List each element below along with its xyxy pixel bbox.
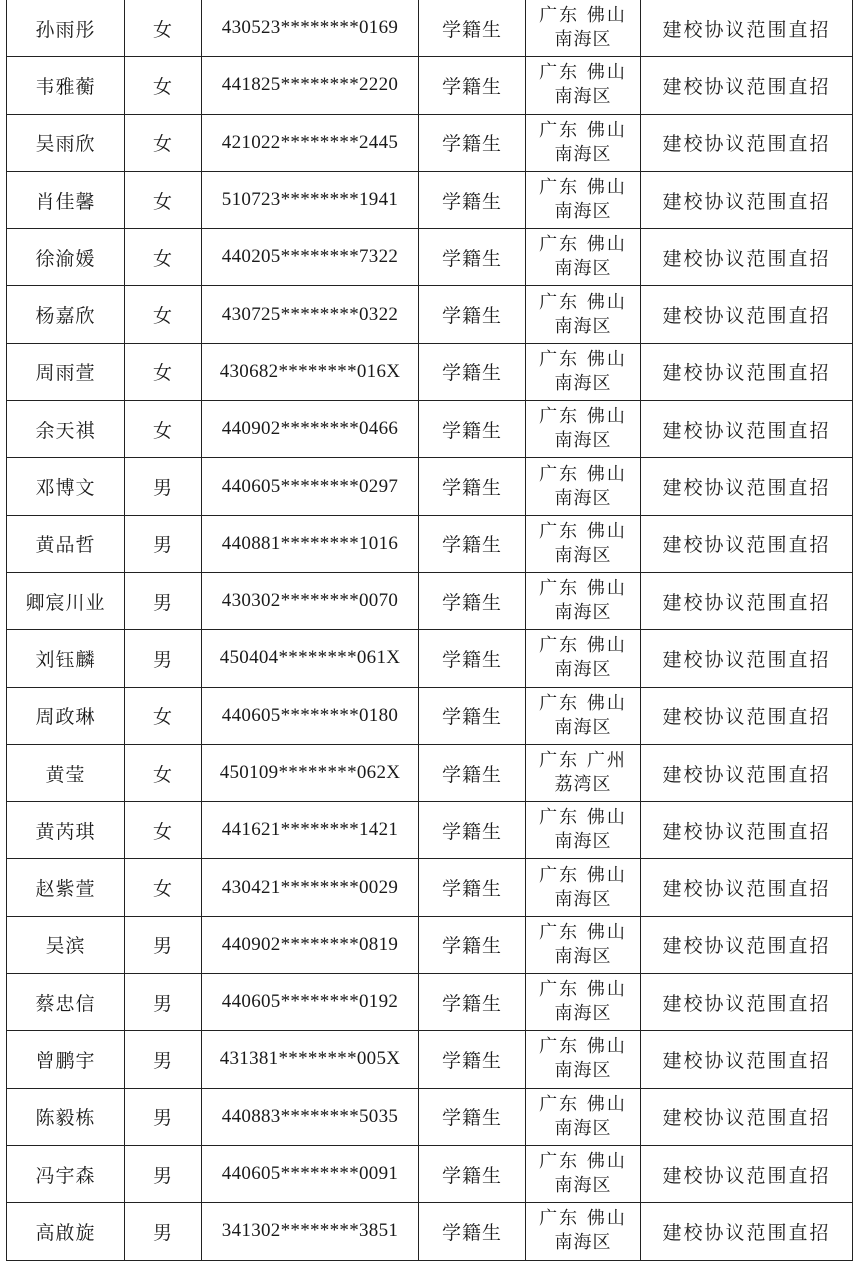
id-number-cell: 450109********062X <box>202 744 419 801</box>
region-district: 南海区 <box>554 1232 612 1254</box>
table-row <box>7 171 853 228</box>
enrollment-status-cell: 学籍生 <box>419 286 526 343</box>
enrollment-status-cell: 学籍生 <box>419 171 526 228</box>
id-number-cell: 450404********061X <box>202 630 419 687</box>
gender-cell: 男 <box>125 515 202 572</box>
region-district: 南海区 <box>554 201 612 223</box>
region-cell <box>526 286 641 343</box>
region-district: 南海区 <box>554 1003 612 1025</box>
admission-method-cell: 建校协议范围直招 <box>641 401 853 458</box>
region-province-city: 广东 佛山 <box>539 119 627 141</box>
student-name-cell: 黄莹 <box>7 744 125 801</box>
table-row <box>7 401 853 458</box>
gender-cell: 女 <box>125 0 202 57</box>
gender-cell: 女 <box>125 687 202 744</box>
enrollment-status-cell: 学籍生 <box>419 1145 526 1202</box>
table-row <box>7 974 853 1031</box>
region-province-city: 广东 佛山 <box>539 1093 627 1115</box>
table-row <box>7 1203 853 1260</box>
region-province-city: 广东 佛山 <box>539 692 627 714</box>
gender-cell: 女 <box>125 286 202 343</box>
id-number-cell: 440902********0819 <box>202 916 419 973</box>
table-row <box>7 802 853 859</box>
student-roster-table <box>6 0 853 1261</box>
student-name-cell: 蔡忠信 <box>7 974 125 1031</box>
region-province-city: 广东 佛山 <box>539 291 627 313</box>
table-row <box>7 1145 853 1202</box>
region-province-city: 广东 佛山 <box>539 578 627 600</box>
admission-method-cell: 建校协议范围直招 <box>641 515 853 572</box>
admission-method-cell: 建校协议范围直招 <box>641 1031 853 1088</box>
table-row <box>7 57 853 114</box>
id-number-cell: 510723********1941 <box>202 171 419 228</box>
admission-method-cell: 建校协议范围直招 <box>641 1203 853 1260</box>
student-name-cell: 曾鹏宇 <box>7 1031 125 1088</box>
enrollment-status-cell: 学籍生 <box>419 572 526 629</box>
region-district: 南海区 <box>554 602 612 624</box>
table-row <box>7 114 853 171</box>
table-row <box>7 687 853 744</box>
region-province-city: 广东 佛山 <box>539 921 627 943</box>
region-district: 南海区 <box>554 29 612 51</box>
gender-cell: 女 <box>125 744 202 801</box>
id-number-cell: 440605********0192 <box>202 974 419 1031</box>
admission-method-cell: 建校协议范围直招 <box>641 630 853 687</box>
region-district: 南海区 <box>554 1060 612 1082</box>
region-district: 南海区 <box>554 1175 612 1197</box>
region-cell <box>526 0 641 57</box>
region-district: 南海区 <box>554 487 612 509</box>
gender-cell: 女 <box>125 114 202 171</box>
region-province-city: 广东 佛山 <box>539 1208 627 1230</box>
student-name-cell: 徐渝媛 <box>7 229 125 286</box>
region-district: 荔湾区 <box>554 774 612 795</box>
region-province-city: 广东 佛山 <box>539 520 627 542</box>
admission-method-cell: 建校协议范围直招 <box>641 458 853 515</box>
gender-cell: 女 <box>125 401 202 458</box>
gender-cell: 男 <box>125 974 202 1031</box>
student-name-cell: 吴雨欣 <box>7 114 125 171</box>
enrollment-status-cell: 学籍生 <box>419 515 526 572</box>
enrollment-status-cell: 学籍生 <box>419 1088 526 1145</box>
admission-method-cell: 建校协议范围直招 <box>641 286 853 343</box>
student-name-cell: 周政琳 <box>7 687 125 744</box>
admission-method-cell: 建校协议范围直招 <box>641 1145 853 1202</box>
id-number-cell: 430725********0322 <box>202 286 419 343</box>
region-cell <box>526 401 641 458</box>
student-name-cell: 高啟旋 <box>7 1203 125 1260</box>
gender-cell: 女 <box>125 343 202 400</box>
student-name-cell: 孙雨彤 <box>7 0 125 57</box>
student-name-cell: 余天祺 <box>7 401 125 458</box>
student-name-cell: 周雨萱 <box>7 343 125 400</box>
student-name-cell: 赵紫萱 <box>7 859 125 916</box>
student-name-cell: 黄芮琪 <box>7 802 125 859</box>
table-row <box>7 1031 853 1088</box>
enrollment-status-cell: 学籍生 <box>419 458 526 515</box>
region-province-city: 广东 佛山 <box>539 1151 627 1173</box>
region-district: 南海区 <box>554 659 612 681</box>
gender-cell: 女 <box>125 859 202 916</box>
region-cell <box>526 802 641 859</box>
table-row <box>7 572 853 629</box>
gender-cell: 男 <box>125 458 202 515</box>
region-cell <box>526 458 641 515</box>
id-number-cell: 440881********1016 <box>202 515 419 572</box>
admission-method-cell: 建校协议范围直招 <box>641 859 853 916</box>
gender-cell: 男 <box>125 1088 202 1145</box>
region-district: 南海区 <box>554 430 612 452</box>
student-name-cell: 冯宇森 <box>7 1145 125 1202</box>
admission-method-cell: 建校协议范围直招 <box>641 974 853 1031</box>
region-cell <box>526 974 641 1031</box>
region-cell <box>526 630 641 687</box>
table-row <box>7 916 853 973</box>
admission-method-cell: 建校协议范围直招 <box>641 114 853 171</box>
student-name-cell: 邓博文 <box>7 458 125 515</box>
gender-cell: 女 <box>125 802 202 859</box>
student-name-cell: 肖佳馨 <box>7 171 125 228</box>
table-row <box>7 286 853 343</box>
enrollment-status-cell: 学籍生 <box>419 687 526 744</box>
enrollment-status-cell: 学籍生 <box>419 0 526 57</box>
gender-cell: 男 <box>125 572 202 629</box>
id-number-cell: 441621********1421 <box>202 802 419 859</box>
admission-method-cell: 建校协议范围直招 <box>641 57 853 114</box>
table-row <box>7 859 853 916</box>
enrollment-status-cell: 学籍生 <box>419 916 526 973</box>
region-district: 南海区 <box>554 888 612 910</box>
region-district: 南海区 <box>554 143 612 165</box>
region-province-city: 广东 广州 <box>539 750 627 771</box>
id-number-cell: 441825********2220 <box>202 57 419 114</box>
student-name-cell: 卿宸川业 <box>7 572 125 629</box>
region-province-city: 广东 佛山 <box>539 177 627 199</box>
table-row <box>7 343 853 400</box>
region-province-city: 广东 佛山 <box>539 1036 627 1058</box>
table-row <box>7 630 853 687</box>
region-cell <box>526 859 641 916</box>
student-name-cell: 刘钰麟 <box>7 630 125 687</box>
table-row <box>7 744 853 801</box>
table-row <box>7 1088 853 1145</box>
region-district: 南海区 <box>554 258 612 280</box>
id-number-cell: 440605********0180 <box>202 687 419 744</box>
roster-body <box>7 0 853 1260</box>
region-cell <box>526 229 641 286</box>
region-cell <box>526 171 641 228</box>
gender-cell: 男 <box>125 1031 202 1088</box>
enrollment-status-cell: 学籍生 <box>419 859 526 916</box>
id-number-cell: 440205********7322 <box>202 229 419 286</box>
enrollment-status-cell: 学籍生 <box>419 114 526 171</box>
enrollment-status-cell: 学籍生 <box>419 802 526 859</box>
admission-method-cell: 建校协议范围直招 <box>641 229 853 286</box>
table-row <box>7 515 853 572</box>
admission-method-cell: 建校协议范围直招 <box>641 687 853 744</box>
region-district: 南海区 <box>554 86 612 108</box>
id-number-cell: 421022********2445 <box>202 114 419 171</box>
table-row <box>7 229 853 286</box>
enrollment-status-cell: 学籍生 <box>419 343 526 400</box>
enrollment-status-cell: 学籍生 <box>419 57 526 114</box>
region-cell <box>526 1031 641 1088</box>
admission-method-cell: 建校协议范围直招 <box>641 572 853 629</box>
gender-cell: 男 <box>125 1145 202 1202</box>
gender-cell: 女 <box>125 229 202 286</box>
region-cell <box>526 1203 641 1260</box>
table-row <box>7 458 853 515</box>
region-cell <box>526 916 641 973</box>
region-cell <box>526 744 641 801</box>
enrollment-status-cell: 学籍生 <box>419 974 526 1031</box>
student-name-cell: 吴滨 <box>7 916 125 973</box>
region-cell <box>526 114 641 171</box>
enrollment-status-cell: 学籍生 <box>419 229 526 286</box>
admission-method-cell: 建校协议范围直招 <box>641 1088 853 1145</box>
gender-cell: 女 <box>125 171 202 228</box>
id-number-cell: 440883********5035 <box>202 1088 419 1145</box>
id-number-cell: 440605********0091 <box>202 1145 419 1202</box>
region-district: 南海区 <box>554 372 612 394</box>
region-province-city: 广东 佛山 <box>539 807 627 829</box>
region-province-city: 广东 佛山 <box>539 348 627 370</box>
region-province-city: 广东 佛山 <box>539 234 627 256</box>
gender-cell: 男 <box>125 630 202 687</box>
region-cell <box>526 572 641 629</box>
table-row <box>7 0 853 57</box>
id-number-cell: 440902********0466 <box>202 401 419 458</box>
enrollment-status-cell: 学籍生 <box>419 401 526 458</box>
region-district: 南海区 <box>554 544 612 566</box>
region-province-city: 广东 佛山 <box>539 463 627 485</box>
region-cell <box>526 343 641 400</box>
region-district: 南海区 <box>554 945 612 967</box>
region-province-city: 广东 佛山 <box>539 864 627 886</box>
enrollment-status-cell: 学籍生 <box>419 744 526 801</box>
region-cell <box>526 1145 641 1202</box>
region-cell <box>526 1088 641 1145</box>
gender-cell: 女 <box>125 57 202 114</box>
id-number-cell: 430682********016X <box>202 343 419 400</box>
student-name-cell: 陈毅栋 <box>7 1088 125 1145</box>
region-province-city: 广东 佛山 <box>539 979 627 1001</box>
student-name-cell: 杨嘉欣 <box>7 286 125 343</box>
region-province-city: 广东 佛山 <box>539 62 627 84</box>
region-cell <box>526 687 641 744</box>
id-number-cell: 430421********0029 <box>202 859 419 916</box>
admission-method-cell: 建校协议范围直招 <box>641 802 853 859</box>
enrollment-status-cell: 学籍生 <box>419 1031 526 1088</box>
region-cell <box>526 515 641 572</box>
id-number-cell: 341302********3851 <box>202 1203 419 1260</box>
id-number-cell: 440605********0297 <box>202 458 419 515</box>
gender-cell: 男 <box>125 1203 202 1260</box>
region-district: 南海区 <box>554 315 612 337</box>
admission-method-cell: 建校协议范围直招 <box>641 343 853 400</box>
region-district: 南海区 <box>554 1117 612 1139</box>
id-number-cell: 431381********005X <box>202 1031 419 1088</box>
admission-method-cell: 建校协议范围直招 <box>641 0 853 57</box>
id-number-cell: 430302********0070 <box>202 572 419 629</box>
region-cell <box>526 57 641 114</box>
admission-method-cell: 建校协议范围直招 <box>641 744 853 801</box>
student-name-cell: 黄品哲 <box>7 515 125 572</box>
region-province-city: 广东 佛山 <box>539 406 627 428</box>
student-name-cell: 韦雅蘅 <box>7 57 125 114</box>
id-number-cell: 430523********0169 <box>202 0 419 57</box>
admission-method-cell: 建校协议范围直招 <box>641 171 853 228</box>
region-district: 南海区 <box>554 831 612 853</box>
region-district: 南海区 <box>554 716 612 738</box>
region-province-city: 广东 佛山 <box>539 635 627 657</box>
region-province-city: 广东 佛山 <box>539 5 627 27</box>
admission-method-cell: 建校协议范围直招 <box>641 916 853 973</box>
enrollment-status-cell: 学籍生 <box>419 1203 526 1260</box>
enrollment-status-cell: 学籍生 <box>419 630 526 687</box>
gender-cell: 男 <box>125 916 202 973</box>
